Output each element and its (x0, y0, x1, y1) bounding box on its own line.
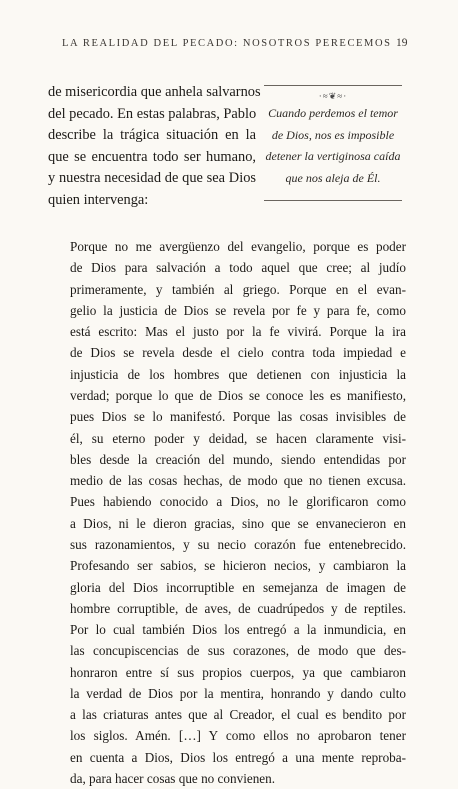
block-quote-line: injusticia de los hombres que detienen con injusticia la (70, 366, 406, 382)
block-quote-line: a las criaturas antes que al Creador, el cual es bendito por (70, 707, 406, 723)
block-quote-line: hombre corruptible, de aves, de cuadrúpedos y de reptiles. (70, 600, 406, 616)
block-quote-line: los siglos. Amén. […] Y como ellos no aprobaron tener (70, 728, 406, 744)
block-quote-line: de Dios para salvación a todo aquel que cree; al judío (70, 260, 406, 276)
intro-line: quien intervenga: (48, 191, 149, 208)
page-number: 19 (396, 37, 408, 49)
block-quote-line: las concupiscencias de sus corazones, de modo que des- (70, 643, 406, 659)
scripture-block-quote (70, 236, 406, 789)
block-quote-line: pues Dios se lo manifestó. Porque las cosas invisibles de (70, 409, 406, 425)
block-quote-line: verdad; porque lo que de Dios se conoce les es manifiesto, (70, 387, 406, 403)
block-quote-line: a Dios, ni le dieron gracias, sino que se envanecieron en (70, 515, 406, 531)
pull-quote-line: de Dios, nos es imposible (271, 127, 395, 142)
block-quote-line: él, su eterno poder y deidad, se hacen claramente visi- (70, 430, 406, 446)
block-quote-line: bles desde la creación del mundo, siendo entendidas por (70, 451, 406, 467)
pull-quote-line: que nos aleja de Él. (285, 170, 381, 185)
block-quote-line: sus razonamientos, y su necio corazón fue entenebrecido. (70, 536, 406, 552)
intro-line: del pecado. En estas palabras, Pablo (48, 105, 257, 122)
block-quote-line: Porque no me avergüenzo del evangelio, porque es poder (70, 239, 406, 254)
block-quote-line: está escrito: Mas el justo por la fe vivirá. Porque la ira (70, 324, 406, 340)
block-quote-line: medio de las cosas hechas, de modo que no tienen excusa. (70, 473, 406, 489)
intro-line: y nuestra necesidad de que sea Dios (48, 170, 256, 187)
pull-quote-line: detener la vertiginosa caída (265, 149, 401, 163)
block-quote-line: de Dios se revela desde el cielo contra toda impiedad e (70, 345, 406, 361)
intro-line: de misericordia que anhela salvarnos (48, 84, 261, 100)
intro-line: que se encuentra todo ser humano, (48, 148, 256, 165)
running-header: LA REALIDAD DEL PECADO: NOSOTROS PERECEMOS (62, 38, 392, 49)
block-quote-line: Pues habiendo conocido a Dios, no le glorificaron como (70, 494, 406, 510)
block-quote-line: gelio la justicia de Dios se revela por fe y para fe, como (70, 302, 406, 318)
pull-quote-line: Cuando perdemos el temor (268, 106, 398, 120)
block-quote-line: Por lo cual también Dios los entregó a la inmundicia, en (70, 622, 406, 638)
intro-line: describe la trágica situación en la (48, 127, 256, 144)
block-quote-line: la verdad de Dios por la mentira, honrando y dando culto (70, 685, 406, 701)
block-quote-line: honraron entre sí sus propios cuerpos, ya que cambiaron (70, 664, 406, 680)
pull-quote (264, 85, 402, 201)
block-quote-line: Profesando ser sabios, se hicieron necios, y cambiaron la (70, 558, 406, 574)
block-quote-line: en cuenta a Dios, Dios los entregó a una mente reproba- (70, 749, 406, 765)
block-quote-line: da, para hacer cosas que no convienen. (70, 771, 276, 787)
block-quote-line: primeramente, y también al griego. Porque en el evan- (70, 281, 406, 297)
block-quote-line: gloria del Dios incorruptible en semejanza de imagen de (70, 579, 406, 595)
ornament-icon: ·≈❦≈· (318, 91, 348, 101)
intro-paragraph (48, 82, 261, 212)
